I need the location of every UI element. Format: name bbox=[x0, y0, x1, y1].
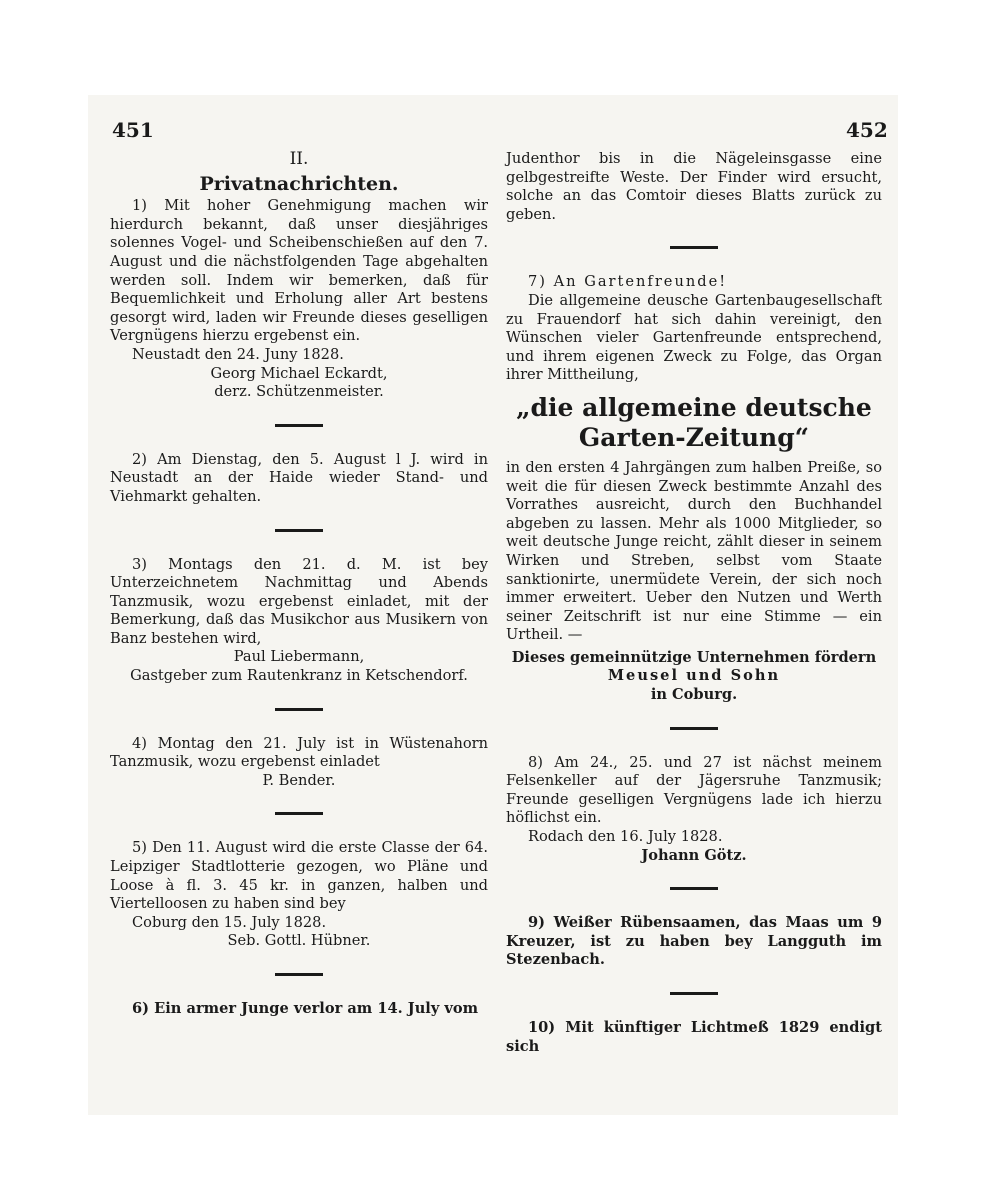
page-number-right: 452 bbox=[846, 118, 888, 142]
notice-1-place: Neustadt den 24. Juny 1828. bbox=[132, 345, 344, 363]
notice-7-continued: in den ersten 4 Jahrgängen zum halben Preiße, so weit die für diesen Zweck bestimmte Anzahl des Vorrathes ausreicht, durch den Buchhandel abgeben zu lassen. Mehr als 1000 Mitglieder, so weit deutsche Junge reicht, zählt dieser in seinem Wirken und Streben, selbst vom Staate sanktionirte, unermüdete Verein, der sich noch immer erweitert. Ueber den Nutzen und Werth seiner Zeitschrift ist nur eine Stimme — ein Urtheil. — bbox=[506, 458, 882, 644]
notice-8: 8) Am 24., 25. und 27 ist nächst meinem Felsenkeller auf der Jägersruhe Tanzmusik; Freunde geselligen Vergnügens lade ich hierzu höflichst ein. bbox=[506, 753, 882, 827]
notice-3-signature-title: Gastgeber zum Rautenkranz in Ketschendorf. bbox=[130, 667, 468, 685]
separator bbox=[670, 246, 718, 249]
separator bbox=[275, 973, 323, 976]
page-number-left: 451 bbox=[112, 118, 154, 142]
separator bbox=[275, 529, 323, 532]
notice-6-continued: Judenthor bis in die Nägeleinsgasse eine gelbgestreifte Weste. Der Finder wird ersucht, solche an das Comtoir dieses Blatts zurück zu geben. bbox=[506, 150, 882, 223]
notice-7-signature: Dieses gemeinnützige Unternehmen fördern bbox=[511, 648, 877, 666]
notice-7-signature-place: in Coburg. bbox=[650, 686, 738, 704]
notice-7: Die allgemeine deusche Gartenbaugesellschaft zu Frauendorf hat sich dahin vereinigt, den Wünschen vieler Gartenfreunde entsprechend, und ihrem eigenen Zweck zu Folge, das Organ ihrer Mittheilung, bbox=[506, 291, 882, 384]
separator bbox=[670, 992, 718, 995]
notice-10: 10) Mit künftiger Lichtmeß 1829 endigt sich bbox=[506, 1019, 882, 1055]
separator bbox=[670, 887, 718, 890]
notice-2: 2) Am Dienstag, den 5. August l J. wird in Neustadt an der Haide wieder Stand- und Viehmarkt gehalten. bbox=[110, 450, 488, 505]
right-column bbox=[506, 150, 882, 1056]
notice-7-heading: 7) An Gartenfreunde! bbox=[528, 273, 728, 291]
notice-9: 9) Weißer Rübensaamen, das Maas um 9 Kreuzer, ist zu haben bey Langguth im Stezenbach. bbox=[506, 914, 882, 969]
notice-1-signature: Georg Michael Eckardt, bbox=[210, 364, 388, 382]
notice-7-title: „die allgemeine deutsche Garten-Zeitung“ bbox=[516, 392, 872, 452]
separator bbox=[275, 812, 323, 815]
notice-1-signature-title: derz. Schützenmeister. bbox=[214, 383, 384, 401]
left-column bbox=[110, 150, 488, 1019]
notice-8-signature: Johann Götz. bbox=[641, 846, 747, 864]
notice-8-place: Rodach den 16. July 1828. bbox=[528, 828, 723, 846]
separator bbox=[275, 424, 323, 427]
notice-4-signature: P. Bender. bbox=[262, 771, 336, 789]
notice-6: 6) Ein armer Junge verlor am 14. July vom bbox=[132, 1000, 479, 1017]
separator bbox=[275, 708, 323, 711]
notice-5-place: Coburg den 15. July 1828. bbox=[132, 913, 327, 931]
notice-4: 4) Montag den 21. July ist in Wüstenahorn Tanzmusik, wozu ergebenst einladet bbox=[110, 734, 488, 771]
notice-3-signature: Paul Liebermann, bbox=[233, 648, 365, 666]
notice-5: 5) Den 11. August wird die erste Classe der 64. Leipziger Stadtlotterie gezogen, wo Pläne und Loose à fl. 3. 45 kr. in ganzen, halben und Viertelloosen zu haben sind bey bbox=[110, 839, 488, 913]
notice-1: 1) Mit hoher Genehmigung machen wir hierdurch bekannt, daß unser diesjähriges solennes Vogel- und Scheibenschießen auf den 7. August und die nächstfolgenden Tage abgehalten werden soll. Indem wir bemerken, daß für Bequemlichkeit und Erholung aller Art bestens gesorgt wird, laden wir Freunde dieses geselligen Vergnügens hierzu ergebenst ein. bbox=[110, 197, 488, 345]
notice-3: 3) Montags den 21. d. M. ist bey Unterzeichnetem Nachmittag und Abends Tanzmusik, wozu ergebenst einladet, mit der Bemerkung, daß das Musikchor aus Musikern von Banz bestehen wird, bbox=[110, 555, 488, 647]
notice-7-signature-name: Meusel und Sohn bbox=[607, 667, 781, 685]
section-number: II. bbox=[289, 149, 309, 169]
separator bbox=[670, 727, 718, 730]
section-title: Privatnachrichten. bbox=[199, 172, 399, 195]
notice-5-signature: Seb. Gottl. Hübner. bbox=[227, 932, 371, 950]
